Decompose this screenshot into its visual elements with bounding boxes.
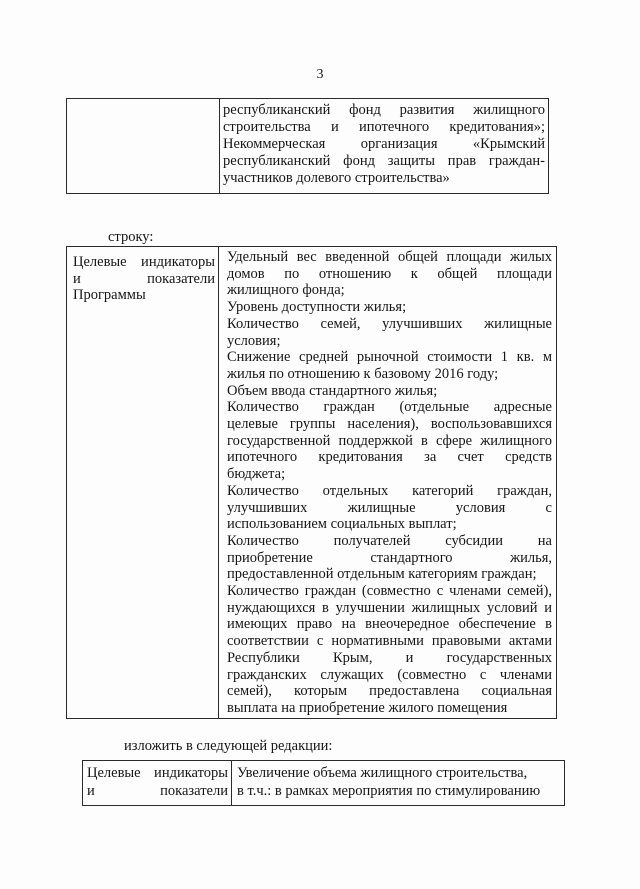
text-line: нуждающихся в улучшении жилищных условий и [227,599,552,616]
table-target-indicators-old [66,246,557,719]
text-line: бюджета; [227,466,286,483]
text-line: жилищного фонда; [227,282,345,299]
table-cell-row-label [67,99,220,193]
text-line: Республики Крым, и государственных [227,649,552,666]
text-line: выплата на приобретение жилого помещения [227,699,508,716]
paragraph [237,764,558,800]
text-line: Некоммерческая организация «Крымский [223,136,545,152]
text-line: республиканский фонд развития жилищного [223,102,545,118]
text-line: Количество отдельных категорий граждан, [227,482,552,499]
text-line: и показатели [87,783,228,799]
text-line: Количество получателей субсидии на [227,532,552,549]
table-cell-row-content [220,99,548,193]
table-cell-row-label [83,761,232,805]
text-line: предоставленной отдельным категориям граждан; [227,566,537,583]
text-line: гражданских служащих (совместно с членами [227,666,552,683]
text-line: улучшивших жилищные условия с [227,499,552,516]
text-line: Снижение средней рыночной стоимости 1 кв. м [227,349,552,366]
paragraph [227,383,552,400]
paragraph [227,533,552,583]
text-line: в т.ч.: в рамках мероприятия по стимулированию [237,783,541,799]
paragraph [227,399,552,483]
text-line: государственной поддержкой в сфере жилищного [227,432,552,449]
paragraph [227,299,552,316]
paragraph [87,764,228,800]
text-line: и показатели [73,270,215,287]
paragraph [227,316,552,349]
text-line: Программы [73,287,146,304]
table-previous-rows [66,98,549,194]
instruction-row-text: строку: [108,229,154,245]
paragraph [227,349,552,382]
table-target-indicators-new [82,760,565,806]
table-cell-row-label [67,247,219,718]
page-number: 3 [316,67,324,82]
text-line: Количество граждан (совместно с членами семей), [227,583,552,600]
text-line: участников долевого строительства» [223,170,450,186]
table-cell-row-content [232,761,564,805]
text-line: республиканский фонд защиты прав граждан- [223,153,545,169]
text-line: условия; [227,332,281,349]
text-line: семей), которым предоставлена социальная [227,683,552,700]
text-line: использованием социальных выплат; [227,516,457,533]
text-line: Количество граждан (отдельные адресные [227,399,552,416]
paragraph [73,254,215,304]
text-line: Удельный вес введенной общей площади жилых [227,249,552,265]
instruction-edit-text: изложить в следующей редакции: [124,738,333,754]
text-line: Количество семей, улучшивших жилищные [227,315,552,332]
paragraph [227,483,552,533]
text-line: соответствии с нормативными правовыми актами [227,633,552,650]
text-line: приобретение стандартного жилья, [227,549,552,566]
text-line: ипотечного кредитования за счет средств [227,449,552,466]
paragraph [227,249,552,299]
text-line: Объем ввода стандартного жилья; [227,382,438,399]
text-line: целевые группы населения), воспользовавшихся [227,416,552,433]
text-line: имеющих право на внеочередное обеспечение в [227,616,552,633]
text-line: домов по отношению к общей площади [227,265,552,282]
text-line: Целевые индикаторы [73,254,215,270]
text-line: жилья по отношению к базовому 2016 году; [227,365,499,382]
text-line: Уровень доступности жилья; [227,299,407,316]
paragraph [227,583,552,717]
text-line: строительства и ипотечного кредитования»; [223,119,545,135]
table-cell-row-content [219,247,556,718]
text-line: Целевые индикаторы [87,765,228,781]
text-line: Увеличение объема жилищного строительства, [237,765,528,781]
paragraph [223,102,545,136]
paragraph [223,136,545,187]
